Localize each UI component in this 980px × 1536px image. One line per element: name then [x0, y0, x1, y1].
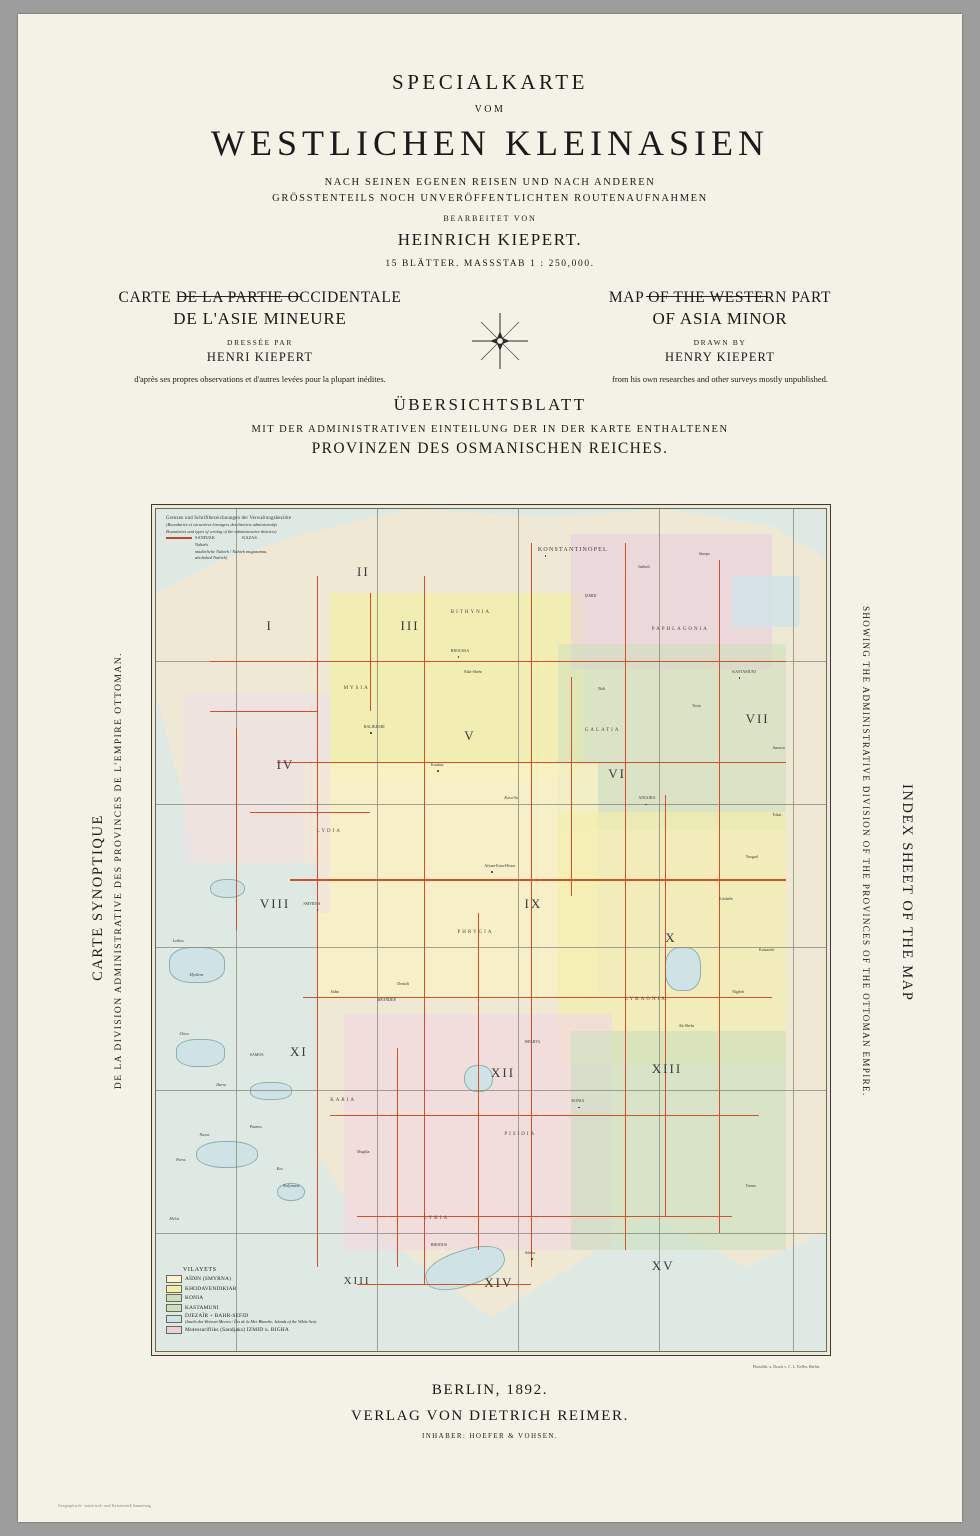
side-label-french-sub: DE LA DIVISION ADMINISTRATIVE DES PROVINCES DE L'EMPIRE OTTOMAN. [114, 652, 124, 1090]
island-north-aegean [210, 879, 246, 898]
map-frame[interactable] [151, 504, 831, 1369]
boundary-line [571, 677, 572, 896]
boundary-line [303, 997, 772, 998]
vilayet-legend [166, 1267, 381, 1335]
place-label-afium: Afium-Kara-Hissar [484, 862, 516, 868]
boundary-legend [166, 515, 396, 562]
vilayet-swatch-aidin [166, 1275, 182, 1283]
vilayet-sublabel-djezair: (Inseln des Weissen Meeres / Îles de la Mer Blanche, Islands of the White Sea) [185, 1319, 317, 1324]
graticule-meridian [236, 509, 237, 1351]
english-note: from his own researches and other surveys mostly unpublished. [612, 374, 828, 384]
subtitle-line3: PROVINZEN DES OSMANISCHEN REICHES. [311, 440, 669, 457]
boundary-line [317, 576, 318, 1266]
boundary-line [478, 913, 479, 1250]
vilayet-label-khodavendikiar: KHODAVENDIKIAR [185, 1285, 237, 1292]
boundary-sample-line-icon [166, 537, 192, 539]
place-label-kara-su: Kara-Su [504, 795, 518, 801]
region-label-lykaonia: LYKAONIA [625, 997, 667, 1003]
sheet-number-X: X [665, 930, 677, 945]
boundary-line [665, 795, 666, 1216]
title-main: WESTLICHEN KLEINASIEN [211, 123, 769, 163]
place-label-mytilene: Mytilene [189, 972, 204, 978]
region-label-galatia: GALATIA [584, 727, 621, 733]
vilayet-swatch-izmid-bigha [166, 1326, 182, 1334]
vilayet-legend-row [166, 1326, 381, 1334]
place-label-naxos: Naxos [199, 1132, 210, 1138]
vilayet-label-izmid-bigha: Mutessarifliks (Sandjaks) IZMID u. BIGHA [185, 1326, 289, 1333]
region-label-lydia: LYDIA [316, 828, 342, 834]
place-label-konia: KONIA [571, 1098, 585, 1104]
sheet-number-I: I [266, 618, 273, 634]
black-sea-patch [732, 576, 799, 627]
region-label-pisidia: PISIDIA [504, 1132, 537, 1138]
island-chios [176, 1039, 225, 1066]
vilayet-legend-row [166, 1275, 381, 1283]
island-naxos [196, 1141, 258, 1168]
vilayet-legend-title: VILAYETS [183, 1267, 217, 1273]
place-label-tokat: Tokat [772, 812, 782, 818]
boundary-line [357, 1216, 732, 1217]
imprint-place-year: BERLIN, 1892. [431, 1382, 549, 1398]
place-label-sinope: Sinope [698, 551, 710, 557]
region-label-phrygia: PHRYGIA [457, 930, 494, 935]
title-block [18, 14, 962, 269]
place-label-yozgad: Yozgad [745, 854, 758, 860]
printer-credit: Photolith. u. Druck v. C. L. Keller, Berlin. [752, 1364, 820, 1369]
title-bearbeitet: BEARBEITET VON [443, 214, 537, 223]
region-label-karia: KARIA [330, 1098, 357, 1104]
imprint-block [18, 1382, 962, 1440]
vilayet-swatch-khodavendikiar [166, 1285, 182, 1293]
boundary-line [290, 879, 786, 880]
city-dot [545, 555, 547, 557]
imprint-owner: INHABER: HOEFER & VOHSEN. [422, 1432, 558, 1440]
boundary-legend-nahieh: Nahieh [195, 542, 208, 548]
place-label-ikaria: Ikaria [216, 1081, 227, 1087]
graticule-parallel [156, 1090, 826, 1091]
place-label-patmos: Patmos [249, 1123, 262, 1129]
place-label-izmid: IZMID [584, 593, 597, 599]
sheet-number-VI: VI [608, 765, 626, 781]
place-label-denizli: Denizli [397, 980, 409, 986]
sheet-number-V: V [464, 727, 476, 743]
sheet-number-II: II [357, 563, 370, 579]
english-drawnby: DRAWN BY [693, 338, 747, 347]
place-label-amasia: Amasia [772, 744, 785, 750]
place-label-rhodos: RHODOS [430, 1241, 448, 1247]
graticule-parallel [156, 947, 826, 948]
sheet-number-XII: XII [491, 1064, 516, 1080]
place-label-isparta: ISPARTA [524, 1039, 541, 1045]
boundary-line [625, 543, 626, 1250]
title-vom: VOM [474, 104, 506, 115]
place-label-eski-shehr: Eski-Shehr [464, 668, 482, 674]
vilayet-swatch-konia [166, 1294, 182, 1302]
subtitle-line2: MIT DER ADMINISTRATIVEN EINTEILUNG DER IN DER KARTE ENTHALTENEN [251, 424, 729, 435]
boundary-line [250, 812, 371, 813]
boundary-line [370, 593, 371, 711]
side-label-index-sheet: INDEX SHEET OF THE MAP [899, 784, 915, 1002]
side-label-carte-synoptique: CARTE SYNOPTIQUE [90, 814, 106, 981]
boundary-legend-sub2: Boundaries and types of writing of the administrative districts) [166, 528, 277, 534]
sheet-number-III: III [400, 618, 420, 634]
place-label-samos: SAMOS [249, 1052, 264, 1058]
vilayet-legend-row [166, 1304, 381, 1312]
place-label-chios: Chios [179, 1031, 189, 1037]
english-line1: MAP OF THE WESTERN PART [608, 289, 832, 306]
compass-rose-icon [470, 311, 530, 371]
city-dot [491, 871, 493, 873]
side-label-english-sub: SHOWING THE ADMINISTRATIVE DIVISION OF THE PROVINCES OF THE OTTOMAN EMPIRE. [861, 606, 871, 1097]
sheet-number-VII: VII [745, 711, 770, 727]
vilayet-label-konia: KONIA [185, 1295, 204, 1301]
french-author: HENRI KIEPERT [206, 350, 314, 364]
boundary-legend-sandjak: SANDJAK [195, 535, 216, 541]
place-label-tosia: Tosia [692, 702, 701, 708]
title-specialkarte: SPECIALKARTE [392, 70, 588, 94]
boundary-legend-row4: abolished Nahieh) [195, 555, 228, 561]
english-author: HENRY KIEPERT [665, 350, 775, 364]
subtitle-block [18, 395, 962, 458]
place-label-tarsus: Tarsus [745, 1182, 756, 1188]
place-label-ak-shehr: Ak-Shehr [678, 1022, 695, 1028]
map-sheet [18, 14, 962, 1522]
place-label-melos: Melos [169, 1216, 180, 1222]
french-title-column [70, 289, 450, 384]
place-label-broussa: BROUSSA [450, 647, 470, 653]
lake-tuz [665, 947, 701, 991]
city-dot [437, 770, 439, 772]
vilayet-label-kastamuni: KASTAMUNI [185, 1304, 219, 1311]
vilayet-legend-row [166, 1313, 381, 1324]
title-author: HEINRICH KIEPERT. [397, 230, 583, 249]
place-label-konstantinopel: KONSTANTINOPEL [537, 546, 608, 553]
imprint-publisher: VERLAG VON DIETRICH REIMER. [351, 1408, 629, 1424]
sheet-number-XV: XV [651, 1258, 675, 1274]
sheet-number-XIII-legend: XIII [343, 1275, 371, 1288]
french-note: d'après ses propres observations et d'autres levées pour la plupart inédites. [134, 374, 386, 384]
city-dot [531, 1258, 533, 1260]
boundary-legend-row3: müdürliche Nahieh / Nahieh mugazanna, [195, 548, 268, 554]
boundary-line [210, 711, 317, 712]
sheet-number-IV: IV [276, 757, 295, 773]
boundary-legend-kazas: KAZAS [242, 535, 257, 541]
vilayet-legend-row [166, 1285, 381, 1293]
boundary-line [424, 576, 425, 1283]
vilayet-legend-row [166, 1294, 381, 1302]
sheet-number-XIII: XIII [651, 1060, 683, 1076]
place-label-adalia: Adalia [524, 1249, 536, 1255]
boundary-line [236, 728, 237, 930]
region-label-mysia: MYSIA [343, 685, 370, 691]
city-dot [370, 732, 372, 734]
place-label-nigdeh: Nigdeh [732, 988, 744, 994]
place-label-kastamuni: KASTAMUNI [732, 668, 756, 674]
title-sub1: NACH SEINEN EGENEN REISEN UND NACH ANDEREN [324, 177, 656, 188]
sheet-number-VIII: VIII [259, 896, 291, 912]
place-label-meander: MEANDER [377, 997, 396, 1003]
map-canvas[interactable] [155, 508, 827, 1352]
vilayet-label-aidin: AÏDIN (SMYRNA) [185, 1276, 232, 1282]
place-label-mughla: Mughla [357, 1148, 370, 1154]
english-title-column [530, 289, 910, 384]
sheet-number-XIV: XIV [484, 1275, 514, 1291]
place-label-balikesri: BALIKESRI [363, 723, 385, 729]
french-line2: DE L'ASIE MINEURE [173, 309, 347, 328]
region-label-paphlagonia: PAPHLAGONIA [651, 626, 709, 632]
place-label-kutahia: Kutahia [430, 761, 444, 767]
graticule-meridian [377, 509, 378, 1351]
vilayet-label-djezair: DJEZAÏR + BAHR-SEFID [185, 1313, 249, 1319]
place-label-kaisarieh: Kaisarieh [759, 946, 775, 952]
subtitle-ubersichtsblatt: ÜBERSICHTSBLATT [393, 395, 587, 414]
sheet-number-XI: XI [290, 1043, 308, 1059]
graticule-parallel [156, 1233, 826, 1234]
place-label-angora: ANGORA [638, 795, 656, 801]
place-label-aidin: Aïdin [330, 988, 340, 994]
place-label-kalymnos: Kalymnos [283, 1182, 300, 1188]
place-label-smyrna: SMYRNA [303, 900, 321, 906]
boundary-legend-sub1: (Boundaries et caractères ètrangers des districts administratifs [166, 522, 278, 528]
graticule-parallel [156, 804, 826, 805]
region-label-lykia: LYKIA [424, 1216, 450, 1222]
sheet-number-IX: IX [524, 896, 543, 912]
boundary-line [330, 1115, 759, 1116]
place-label-lesbos: Lesbos [172, 938, 184, 944]
title-scale: 15 BLÄTTER. MASSSTAB 1 : 250,000. [385, 259, 595, 269]
place-label-kirshehr: Kirshehr [718, 896, 733, 902]
place-label-kos: Kos [276, 1165, 283, 1171]
boundary-line [397, 1048, 398, 1267]
title-sub2: GRÖSSTENTEILS NOCH UNVERÖFFENTLICHTEN ROUTENAUFNAHMEN [272, 193, 708, 204]
boundary-legend-heading: Grenzen und Schriftbezeichnungen der Verwaltungsbezirke [166, 516, 292, 521]
french-line1: CARTE DE LA PARTIE OCCIDENTALE [118, 289, 402, 306]
vilayet-swatch-kastamuni [166, 1304, 182, 1312]
city-dot [458, 656, 460, 658]
island-lesbos [169, 947, 225, 983]
english-line2: OF ASIA MINOR [652, 309, 788, 328]
place-label-paros: Paros [176, 1157, 186, 1163]
place-label-ineboli: Ineboli [638, 563, 650, 569]
collection-stamp: Geographisch- statistisch- und Kartenwerk Sammlung [58, 1504, 152, 1508]
french-dressee: DRESSÉE PAR [227, 338, 293, 347]
boundary-line [210, 661, 786, 662]
graticule-meridian [518, 509, 519, 1351]
bilingual-titles [18, 289, 962, 384]
boundary-legend-row1 [166, 535, 396, 542]
graticule-meridian [659, 509, 660, 1351]
graticule-meridian [793, 509, 794, 1351]
place-label-boli: Boli [598, 685, 606, 691]
vilayet-swatch-djezair [166, 1315, 182, 1323]
region-label-bithynia: BITHYNIA [450, 610, 491, 616]
